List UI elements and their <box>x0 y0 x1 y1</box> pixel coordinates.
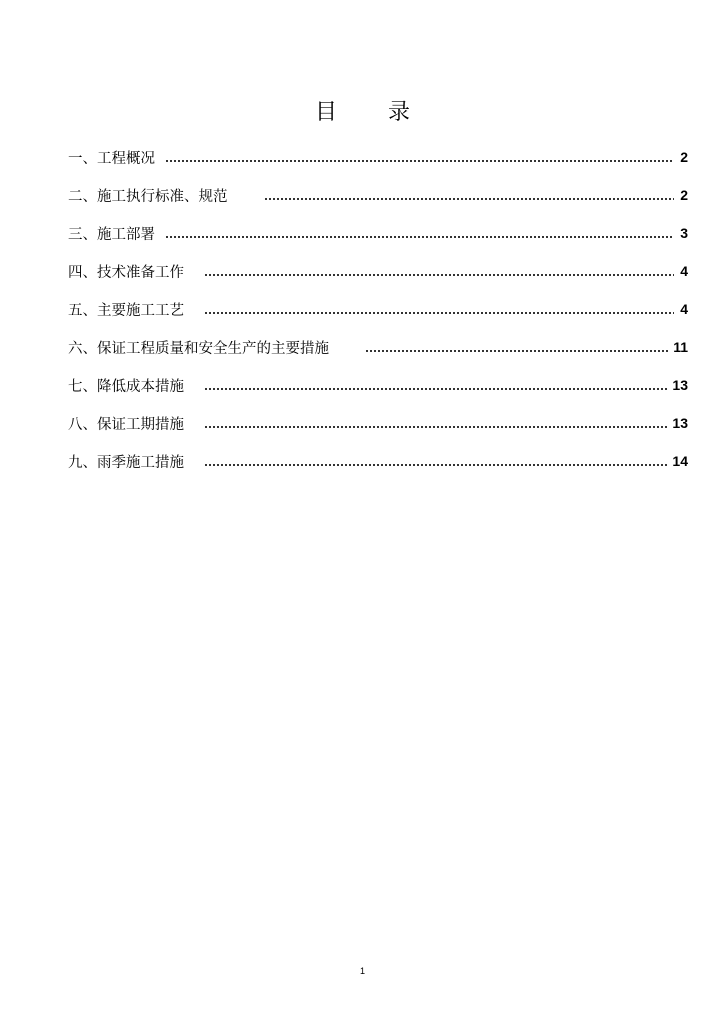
toc-entry-page: 14 <box>672 453 688 469</box>
toc-entry-page: 11 <box>673 339 688 355</box>
toc-leader-dots <box>165 151 674 163</box>
toc-entry-label: 一、工程概况 <box>68 150 155 167</box>
toc-entry-label: 七、降低成本措施 <box>68 378 184 395</box>
toc-entry[interactable] <box>68 404 688 442</box>
toc-entry[interactable] <box>68 252 688 290</box>
toc-leader-dots <box>204 455 668 467</box>
toc-leader-dots <box>204 303 674 315</box>
toc-leader-dots <box>264 189 675 201</box>
toc-entry-label: 二、施工执行标准、规范 <box>68 188 228 205</box>
toc-title: 目 录 <box>315 100 432 125</box>
toc-leader-dots <box>165 227 674 239</box>
toc-leader-dots <box>204 417 668 429</box>
toc-entry-page: 2 <box>680 149 688 165</box>
toc-entry-page: 4 <box>680 263 688 279</box>
toc-leader-dots <box>204 379 668 391</box>
toc-entry-page: 13 <box>672 377 688 393</box>
toc-leader-dots <box>204 265 674 277</box>
toc-entry[interactable] <box>68 138 688 176</box>
toc-entry-page: 3 <box>680 225 688 241</box>
toc-entry-label: 六、保证工程质量和安全生产的主要措施 <box>68 340 329 357</box>
toc-entry-label: 三、施工部署 <box>68 226 155 243</box>
toc-entry-label: 九、雨季施工措施 <box>68 454 184 471</box>
page-number: 1 <box>359 966 365 976</box>
toc-entry[interactable] <box>68 442 688 480</box>
toc-entry-label: 四、技术准备工作 <box>68 264 184 281</box>
toc-entry-page: 4 <box>680 301 688 317</box>
toc-entry-page: 2 <box>680 187 688 203</box>
toc-entry-label: 八、保证工期措施 <box>68 416 184 433</box>
toc-leader-dots <box>365 341 669 353</box>
toc-entry[interactable] <box>68 366 688 404</box>
toc-entry-label: 五、主要施工工艺 <box>68 302 184 319</box>
toc-entry[interactable] <box>68 176 688 214</box>
toc-entry[interactable] <box>68 214 688 252</box>
toc-entry-page: 13 <box>672 415 688 431</box>
table-of-contents <box>68 138 688 480</box>
toc-entry[interactable] <box>68 328 688 366</box>
toc-entry[interactable] <box>68 290 688 328</box>
